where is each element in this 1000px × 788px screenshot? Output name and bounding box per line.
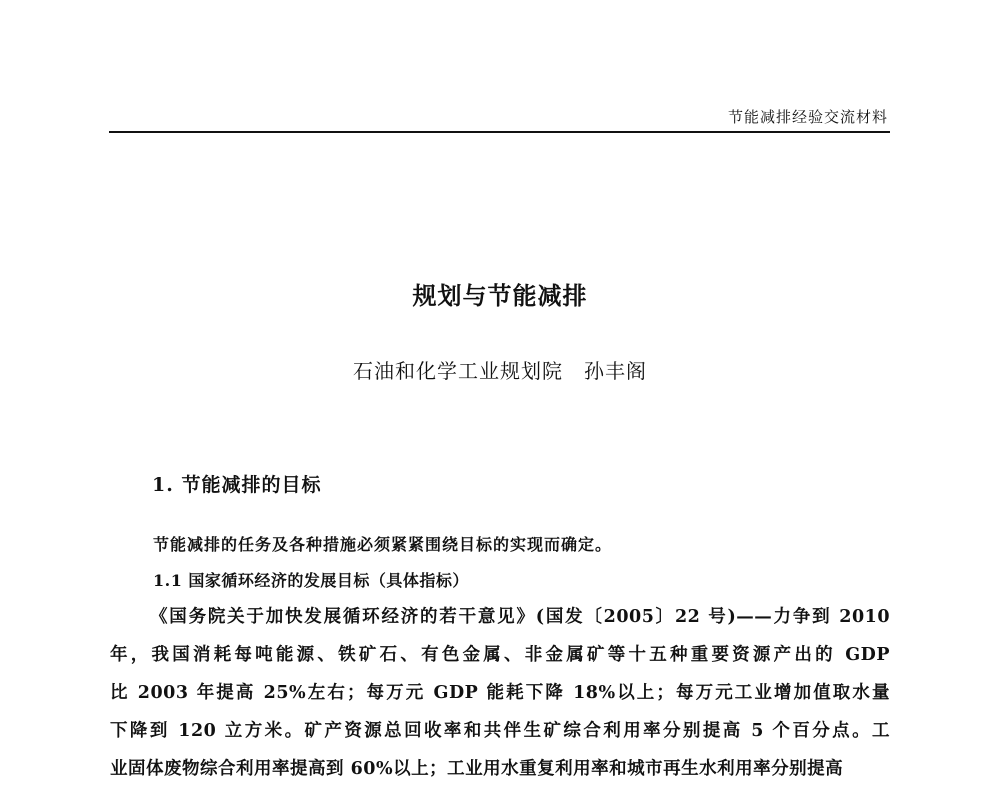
paragraph-line: 比 2003 年提高 25%左右；每万元 GDP 能耗下降 18%以上；每万元工业增加值取水量 bbox=[110, 683, 890, 703]
article-title: 规划与节能减排 bbox=[412, 281, 588, 310]
header-rule bbox=[109, 131, 890, 133]
subsection-heading: 1.1 国家循环经济的发展目标（具体指标） bbox=[153, 571, 469, 590]
body-paragraph bbox=[110, 598, 890, 788]
paragraph-line: 下降到 120 立方米。矿产资源总回收率和共伴生矿综合利用率分别提高 5 个百分点。工 bbox=[110, 721, 890, 741]
running-header: 节能减排经验交流材料 bbox=[727, 108, 888, 126]
paragraph-line: 年，我国消耗每吨能源、铁矿石、有色金属、非金属矿等十五种重要资源产出的 GDP bbox=[110, 645, 890, 665]
paragraph-line: 《国务院关于加快发展循环经济的若干意见》(国发〔2005〕22 号)——力争到 2010 bbox=[150, 607, 890, 627]
section-heading: 1. 节能减排的目标 bbox=[152, 474, 322, 496]
article-byline: 石油和化学工业规划院 孙丰阁 bbox=[353, 359, 647, 383]
intro-paragraph: 节能减排的任务及各种措施必须紧紧围绕目标的实现而确定。 bbox=[153, 535, 613, 554]
paragraph-line: 业固体废物综合利用率提高到 60%以上；工业用水重复利用率和城市再生水利用率分别提高 bbox=[110, 759, 844, 779]
